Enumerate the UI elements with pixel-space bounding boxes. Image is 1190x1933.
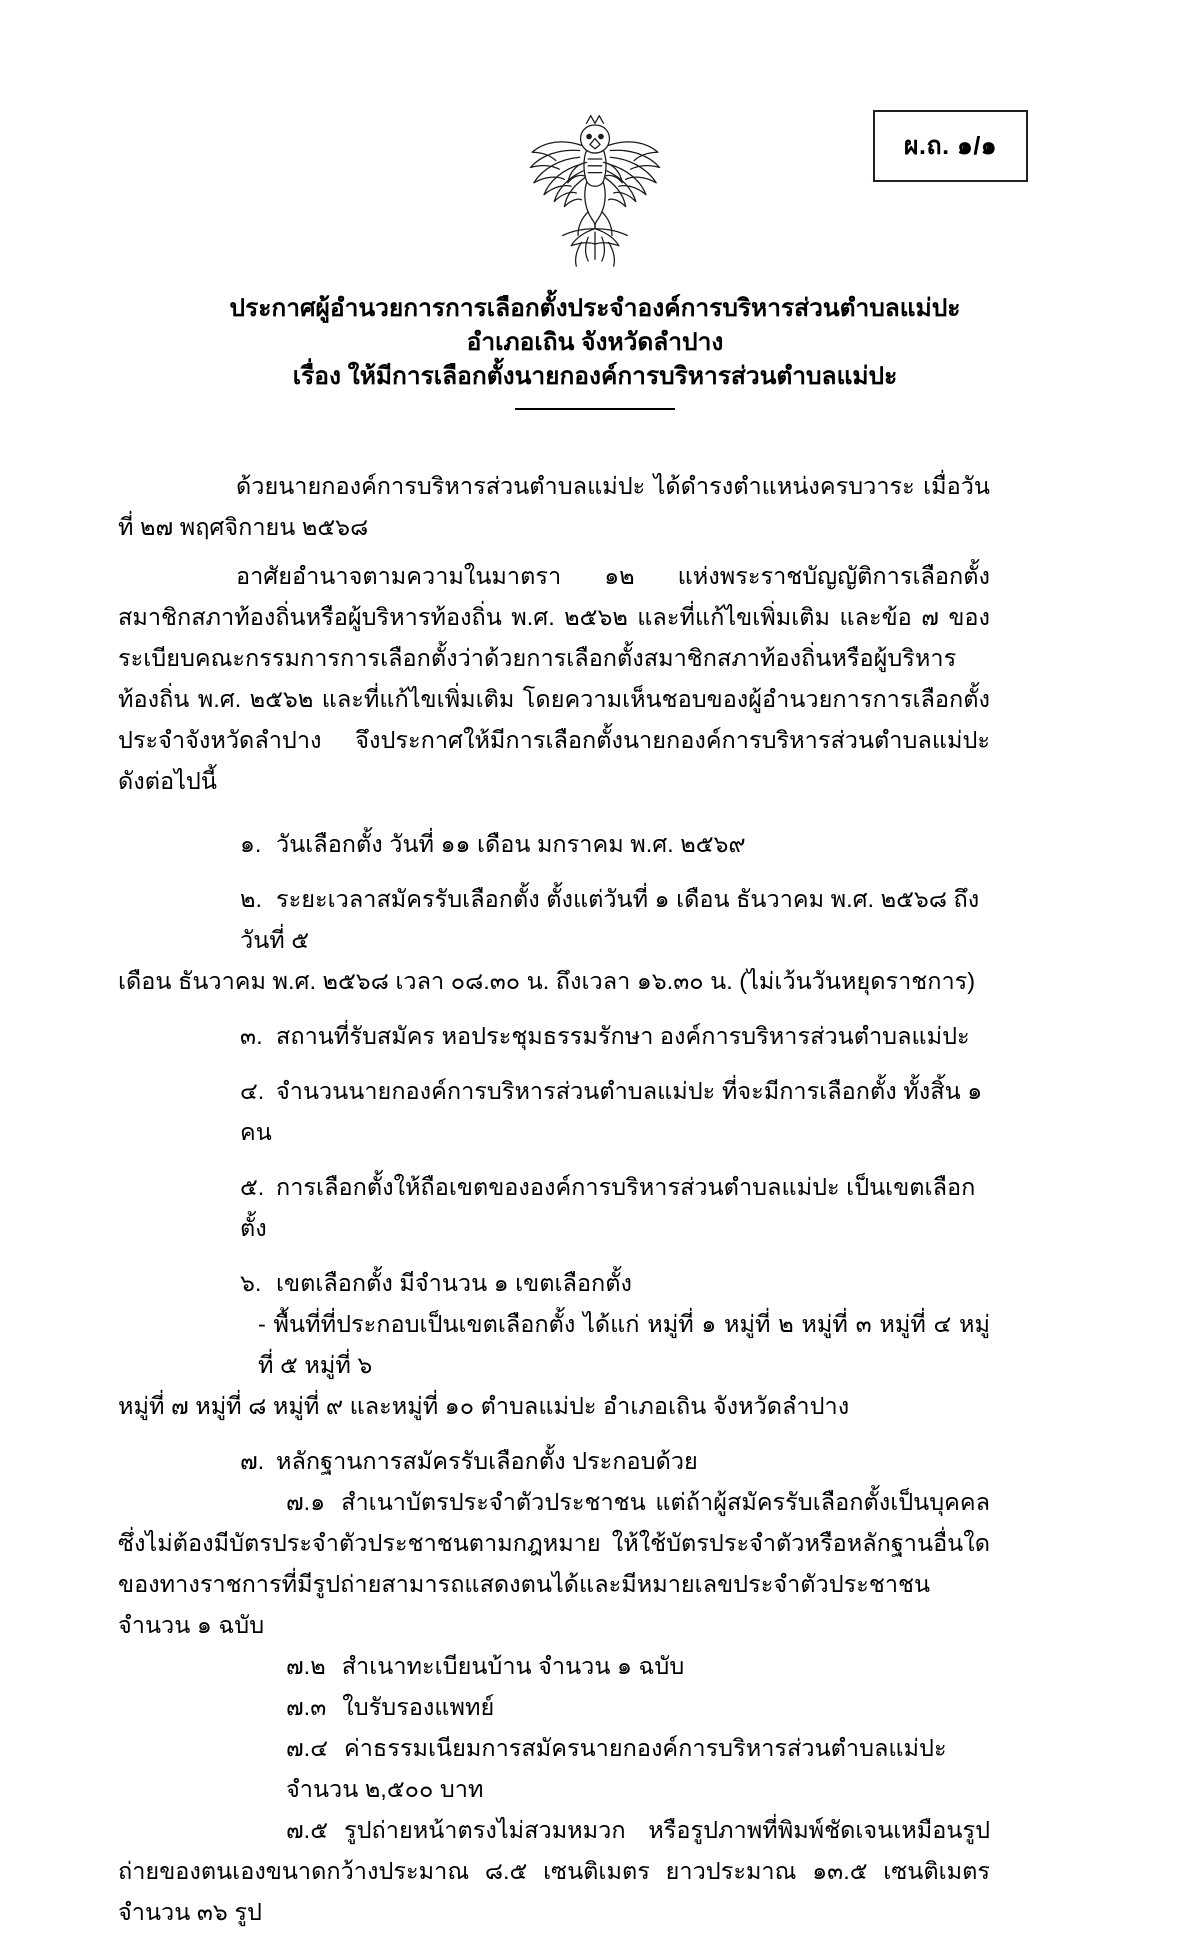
page-title-line-1: ประกาศผู้อำนวยการการเลือกตั้งประจำองค์การบริหารส่วนตำบลแม่ปะ (229, 295, 961, 322)
list-item-number: ๔. (240, 1078, 265, 1104)
garuda-emblem-icon (510, 108, 680, 278)
sub-list-item (118, 1687, 990, 1728)
list-item-number: ๗. (240, 1448, 265, 1474)
sub-list-item-number: ๗.๔ (286, 1735, 328, 1761)
list-item (118, 1167, 990, 1249)
spacer (118, 865, 990, 879)
spacer (118, 1249, 990, 1263)
sub-list-item-number: ๗.๓ (286, 1694, 327, 1720)
spacer (118, 1002, 990, 1016)
list-item-number: ๑. (240, 831, 262, 857)
title-block (0, 292, 1190, 410)
list-item-text: เขตเลือกตั้ง มีจำนวน ๑ เขตเลือกตั้ง (276, 1270, 633, 1296)
list-item-text: วันเลือกตั้ง วันที่ ๑๑ เดือน มกราคม พ.ศ. ๒๕๖๙ (276, 831, 746, 857)
spacer (118, 1057, 990, 1071)
sub-list-item (118, 1482, 990, 1646)
list-item-text: ระยะเวลาสมัครรับเลือกตั้ง ตั้งแต่วันที่ ๑ เดือน ธันวาคม พ.ศ. ๒๕๖๘ ถึงวันที่ ๕ (240, 886, 980, 953)
sub-list-item (118, 1646, 990, 1687)
sub-list-item-number: ๗.๑ (286, 1489, 326, 1515)
paragraph-intro: ด้วยนายกองค์การบริหารส่วนตำบลแม่ปะ ได้ดำรงตำแหน่งครบวาระ เมื่อวันที่ ๒๗ พฤศจิกายน ๒๕๖๘ (118, 473, 990, 540)
spacer (118, 1153, 990, 1167)
page-title-line-2: อำเภอเถิน จังหวัดลำปาง (466, 329, 724, 356)
sub-list-item (118, 1728, 990, 1810)
list-item-number: ๓. (240, 1023, 263, 1049)
list-item (118, 824, 990, 865)
sub-list-item-text: สำเนาบัตรประจำตัวประชาชน แต่ถ้าผู้สมัครรับเลือกตั้งเป็นบุคคลซึ่งไม่ต้องมีบัตรประจำตัวประชาชนตามกฎหมาย ให้ใช้บัตรประจำตัวหรือหลักฐานอื่นใดของทางราชการที่มีรูปถ่ายสามารถแสดงตนได้และมีหมายเลขประจำตัวประชาชน จำนวน ๑ ฉบับ (118, 1489, 990, 1638)
list-item (118, 1016, 990, 1057)
spacer (118, 810, 990, 824)
list-item-continuation: เดือน ธันวาคม พ.ศ. ๒๕๖๘ เวลา ๐๘.๓๐ น. ถึงเวลา ๑๖.๓๐ น. (ไม่เว้นวันหยุดราชการ) (118, 968, 976, 994)
list-item (118, 879, 990, 961)
form-code-text: ผ.ถ. ๑/๑ (903, 132, 998, 160)
list-item-text: สถานที่รับสมัคร หอประชุมธรรมรักษา องค์การบริหารส่วนตำบลแม่ปะ (276, 1023, 970, 1049)
emblem-container (0, 108, 1190, 278)
list-item-text: การเลือกตั้งให้ถือเขตขององค์การบริหารส่วนตำบลแม่ปะ เป็นเขตเลือกตั้ง (240, 1174, 976, 1241)
sub-list-item-text: สำเนาทะเบียนบ้าน จำนวน ๑ ฉบับ (341, 1653, 685, 1679)
list-item-text: หลักฐานการสมัครรับเลือกตั้ง ประกอบด้วย (276, 1448, 698, 1474)
list-item-number: ๖. (240, 1270, 262, 1296)
list-item-continuation: หมู่ที่ ๗ หมู่ที่ ๘ หมู่ที่ ๙ และหมู่ที่ ๑๐ ตำบลแม่ปะ อำเภอเถิน จังหวัดลำปาง (118, 1393, 850, 1419)
list-item-number: ๒. (240, 886, 263, 912)
list-item (118, 1071, 990, 1153)
list-item-number: ๕. (240, 1174, 265, 1200)
sub-list-item-number: ๗.๒ (286, 1653, 326, 1679)
sub-list-item-text: รูปถ่ายหน้าตรงไม่สวมหมวก หรือรูปภาพที่พิมพ์ชัดเจนเหมือนรูปถ่ายของตนเองขนาดกว้างประมาณ ๘.๕ เซนติเมตร ยาวประมาณ ๑๓.๕ เซนติเมตร จำนวน ๓๖ รูป (118, 1817, 990, 1925)
paragraph-authority: อาศัยอำนาจตามความในมาตรา ๑๒ แห่งพระราชบัญญัติการเลือกตั้งสมาชิกสภาท้องถิ่นหรือผู้บริหารท้องถิ่น พ.ศ. ๒๕๖๒ และที่แก้ไขเพิ่มเติม และข้อ ๗ ของระเบียบคณะกรรมการการเลือกตั้งว่าด้วยการเลือกตั้งสมาชิกสภาท้องถิ่นหรือผู้บริหารท้องถิ่น พ.ศ. ๒๕๖๒ และที่แก้ไขเพิ่มเติม โดยความเห็นชอบของผู้อำนวยการการเลือกตั้งประจำจังหวัดลำปาง จึงประกาศให้มีการเลือกตั้งนายกองค์การบริหารส่วนตำบลแม่ปะ ดังต่อไปนี้ (118, 563, 990, 794)
title-divider (515, 408, 675, 410)
sub-list-item (118, 1810, 990, 1933)
page-title-line-3: เรื่อง ให้มีการเลือกตั้งนายกองค์การบริหารส่วนตำบลแม่ปะ (292, 363, 898, 390)
spacer (118, 1427, 990, 1441)
sub-list-item-text: ใบรับรองแพทย์ (342, 1694, 495, 1720)
sub-list-item-text: ค่าธรรมเนียมการสมัครนายกองค์การบริหารส่วนตำบลแม่ปะ จำนวน ๒,๕๐๐ บาท (286, 1735, 947, 1802)
list-item-text: จำนวนนายกองค์การบริหารส่วนตำบลแม่ปะ ที่จะมีการเลือกตั้ง ทั้งสิ้น ๑ คน (240, 1078, 983, 1145)
list-item-dash-line: - พื้นที่ที่ประกอบเป็นเขตเลือกตั้ง ได้แก่ หมู่ที่ ๑ หมู่ที่ ๒ หมู่ที่ ๓ หมู่ที่ ๔ หมู่ที่ ๕ หมู่ที่ ๖ (258, 1311, 990, 1378)
document-body (118, 466, 990, 1933)
sub-list-item-number: ๗.๕ (286, 1817, 328, 1843)
list-item (118, 1441, 990, 1482)
list-item (118, 1263, 990, 1304)
